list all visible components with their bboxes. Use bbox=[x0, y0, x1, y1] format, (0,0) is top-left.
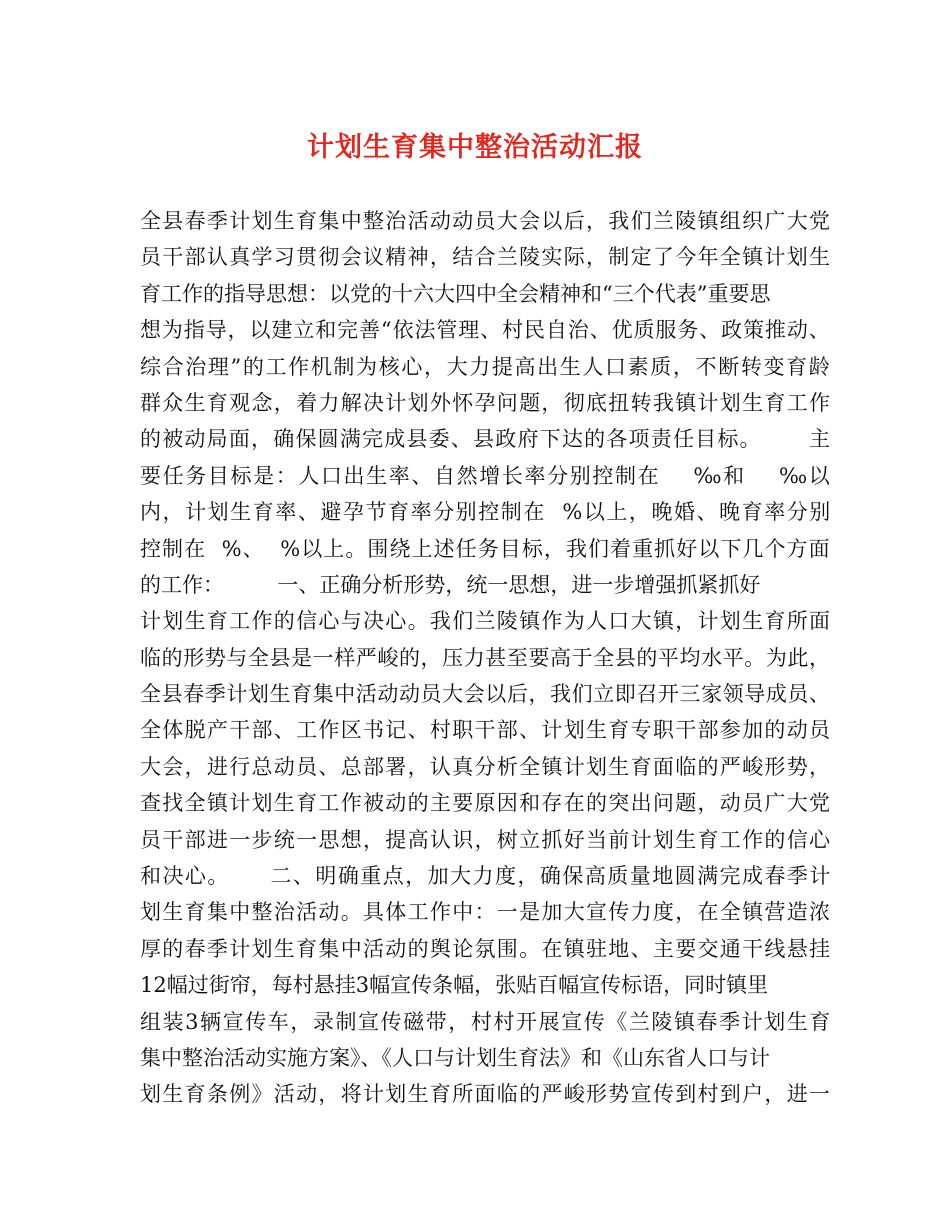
body-line: 和决心。 二、明确重点，加大力度，确保高质量地圆满完成春季计 bbox=[140, 864, 832, 889]
body-line: 计划生育工作的信心与决心。我们兰陵镇作为人口大镇，计划生育所面 bbox=[140, 609, 832, 634]
body-line: 群众生育观念，着力解决计划外怀孕问题，彻底扭转我镇计划生育工作 bbox=[140, 390, 832, 415]
body-line: 的被动局面，确保圆满完成县委、县政府下达的各项责任目标。 主 bbox=[140, 427, 832, 452]
body-line: 组装3辆宣传车，录制宣传磁带，村村开展宣传《兰陵镇春季计划生育 bbox=[140, 1009, 832, 1034]
body-line: 12幅过街帘，每村悬挂3幅宣传条幅，张贴百幅宣传标语，同时镇里 bbox=[140, 973, 769, 998]
body-line: 综合治理”的工作机制为核心，大力提高出生人口素质，不断转变育龄 bbox=[140, 354, 832, 379]
body-line: 集中整治活动实施方案》、《人口与计划生育法》和《山东省人口与计 bbox=[140, 1045, 770, 1070]
document-body bbox=[140, 203, 830, 1113]
body-line: 全体脱产干部、工作区书记、村职干部、计划生育专职干部参加的动员 bbox=[140, 718, 832, 743]
body-line: 临的形势与全县是一样严峻的，压力甚至要高于全县的平均水平。为此， bbox=[140, 645, 831, 670]
body-line: 育工作的指导思想：以党的十六大四中全会精神和“三个代表”重要思 bbox=[140, 281, 771, 306]
body-line: 划生育条例》活动，将计划生育所面临的严峻形势宣传到村到户，进一 bbox=[140, 1082, 832, 1107]
body-line: 大会，进行总动员、总部署，认真分析全镇计划生育面临的严峻形势， bbox=[140, 754, 832, 779]
body-line: 想为指导，以建立和完善“依法管理、村民自治、优质服务、政策推动、 bbox=[140, 318, 831, 343]
document-title: 计划生育集中整治活动汇报 bbox=[307, 132, 643, 163]
body-line: 控制在 %、 %以上。围绕上述任务目标，我们着重抓好以下几个方面 bbox=[140, 536, 831, 561]
body-line: 员干部认真学习贯彻会议精神，结合兰陵实际，制定了今年全镇计划生 bbox=[140, 245, 832, 270]
body-line: 的工作： 一、正确分析形势，统一思想，进一步增强抓紧抓好 bbox=[140, 572, 761, 597]
body-line: 全县春季计划生育集中整治活动动员大会以后，我们兰陵镇组织广大党 bbox=[140, 209, 832, 233]
body-line: 内，计划生育率、避孕节育率分别控制在 %以上，晚婚、晚育率分别 bbox=[140, 500, 832, 525]
body-line: 划生育集中整治活动。具体工作中：一是加大宣传力度，在全镇营造浓 bbox=[140, 900, 832, 925]
body-line: 全县春季计划生育集中活动动员大会以后，我们立即召开三家领导成员、 bbox=[140, 682, 831, 707]
body-line: 厚的春季计划生育集中活动的舆论氛围。在镇驻地、主要交通干线悬挂 bbox=[140, 936, 832, 961]
body-line: 查找全镇计划生育工作被动的主要原因和存在的突出问题，动员广大党 bbox=[140, 791, 832, 816]
body-line: 要任务目标是：人口出生率、自然增长率分别控制在 ‰和 ‰以 bbox=[140, 463, 832, 488]
body-line: 员干部进一步统一思想，提高认识，树立抓好当前计划生育工作的信心 bbox=[140, 827, 832, 852]
